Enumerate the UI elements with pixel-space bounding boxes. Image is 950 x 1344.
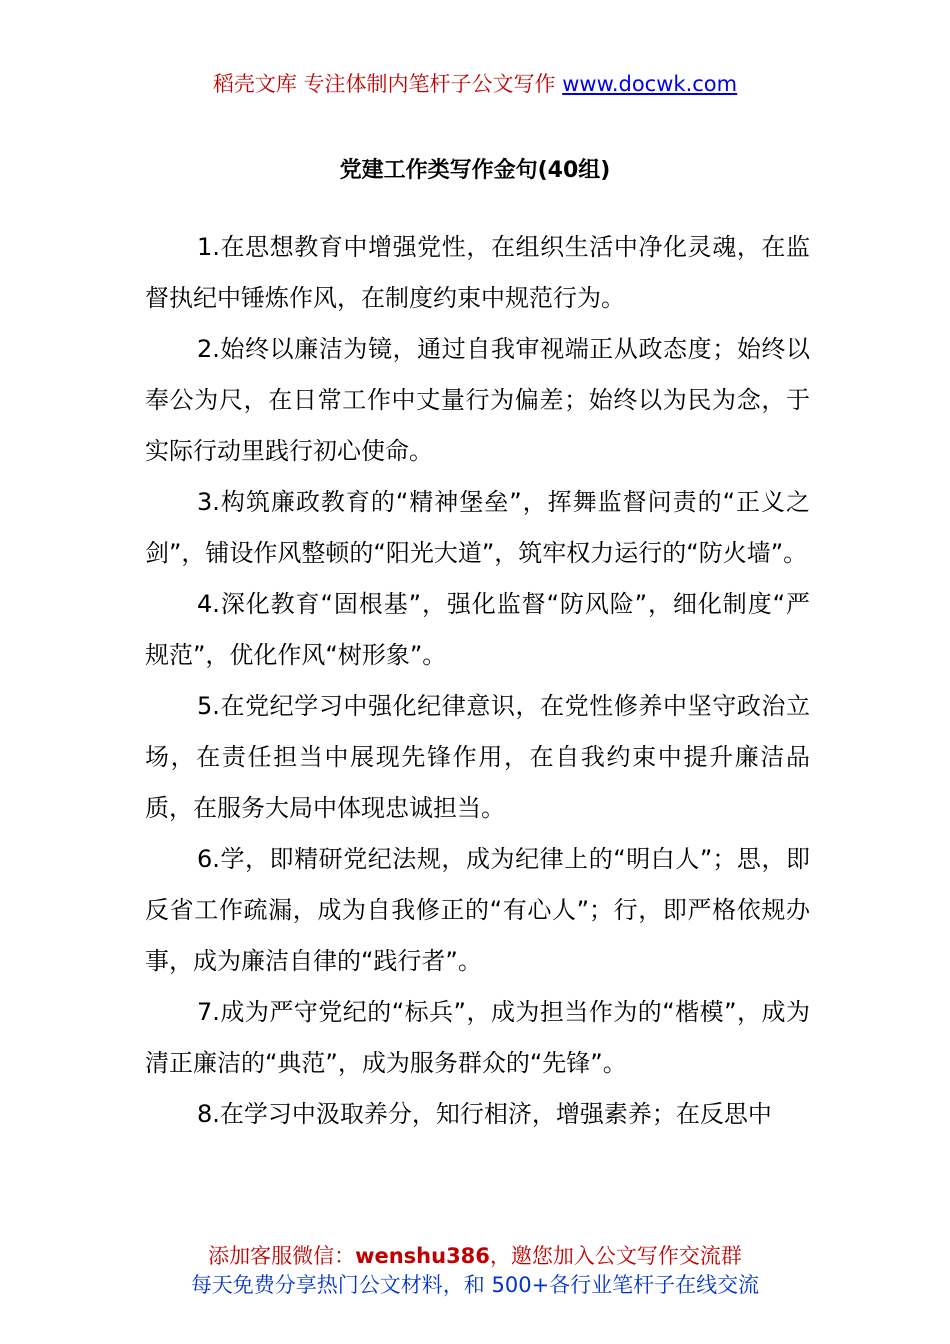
promo-line-2: 每天免费分享热门公文材料，和 500+各行业笔杆子在线交流 [190, 1273, 760, 1297]
promo-prefix: 添加客服微信： [208, 1244, 356, 1268]
promo-footer [0, 1242, 950, 1300]
brand-slogan: 稻壳文库 专注体制内笔杆子公文写作 [212, 72, 563, 96]
site-header [0, 70, 950, 98]
paragraph-6: 6.学，即精研党纪法规，成为纪律上的“明白人”；思，即反省工作疏漏，成为自我修正的“有心人”；行，即严格依规办事，成为廉洁自律的“践行者”。 [145, 845, 810, 975]
paragraph-5: 5.在党纪学习中强化纪律意识，在党性修养中坚守政治立场，在责任担当中展现先锋作用，在自我约束中提升廉洁品质，在服务大局中体现忠诚担当。 [145, 692, 810, 822]
paragraph-1: 1.在思想教育中增强党性，在组织生活中净化灵魂，在监督执纪中锤炼作风，在制度约束中规范行为。 [145, 233, 810, 312]
site-link[interactable]: www.docwk.com [562, 72, 738, 96]
paragraph-8: 8.在学习中汲取养分，知行相济，增强素养；在反思中 [197, 1100, 772, 1128]
paragraph-2: 2.始终以廉洁为镜，通过自我审视端正从政态度；始终以奉公为尺，在日常工作中丈量行为偏差；始终以为民为念，于实际行动里践行初心使命。 [145, 335, 810, 465]
document-body [145, 222, 810, 1140]
paragraph-7: 7.成为严守党纪的“标兵”，成为担当作为的“楷模”，成为清正廉洁的“典范”，成为服务群众的“先锋”。 [145, 998, 810, 1077]
document-title: 党建工作类写作金句(40组) [339, 158, 611, 183]
wechat-id: wenshu386 [355, 1244, 490, 1268]
paragraph-3: 3.构筑廉政教育的“精神堡垒”，挥舞监督问责的“正义之剑”，铺设作风整顿的“阳光大道”，筑牢权力运行的“防火墙”。 [145, 488, 810, 567]
paragraph-4: 4.深化教育“固根基”，强化监督“防风险”，细化制度“严规范”，优化作风“树形象”。 [145, 590, 810, 669]
promo-suffix: ，邀您加入公文写作交流群 [489, 1244, 742, 1268]
promo-line-1 [0, 1242, 950, 1271]
